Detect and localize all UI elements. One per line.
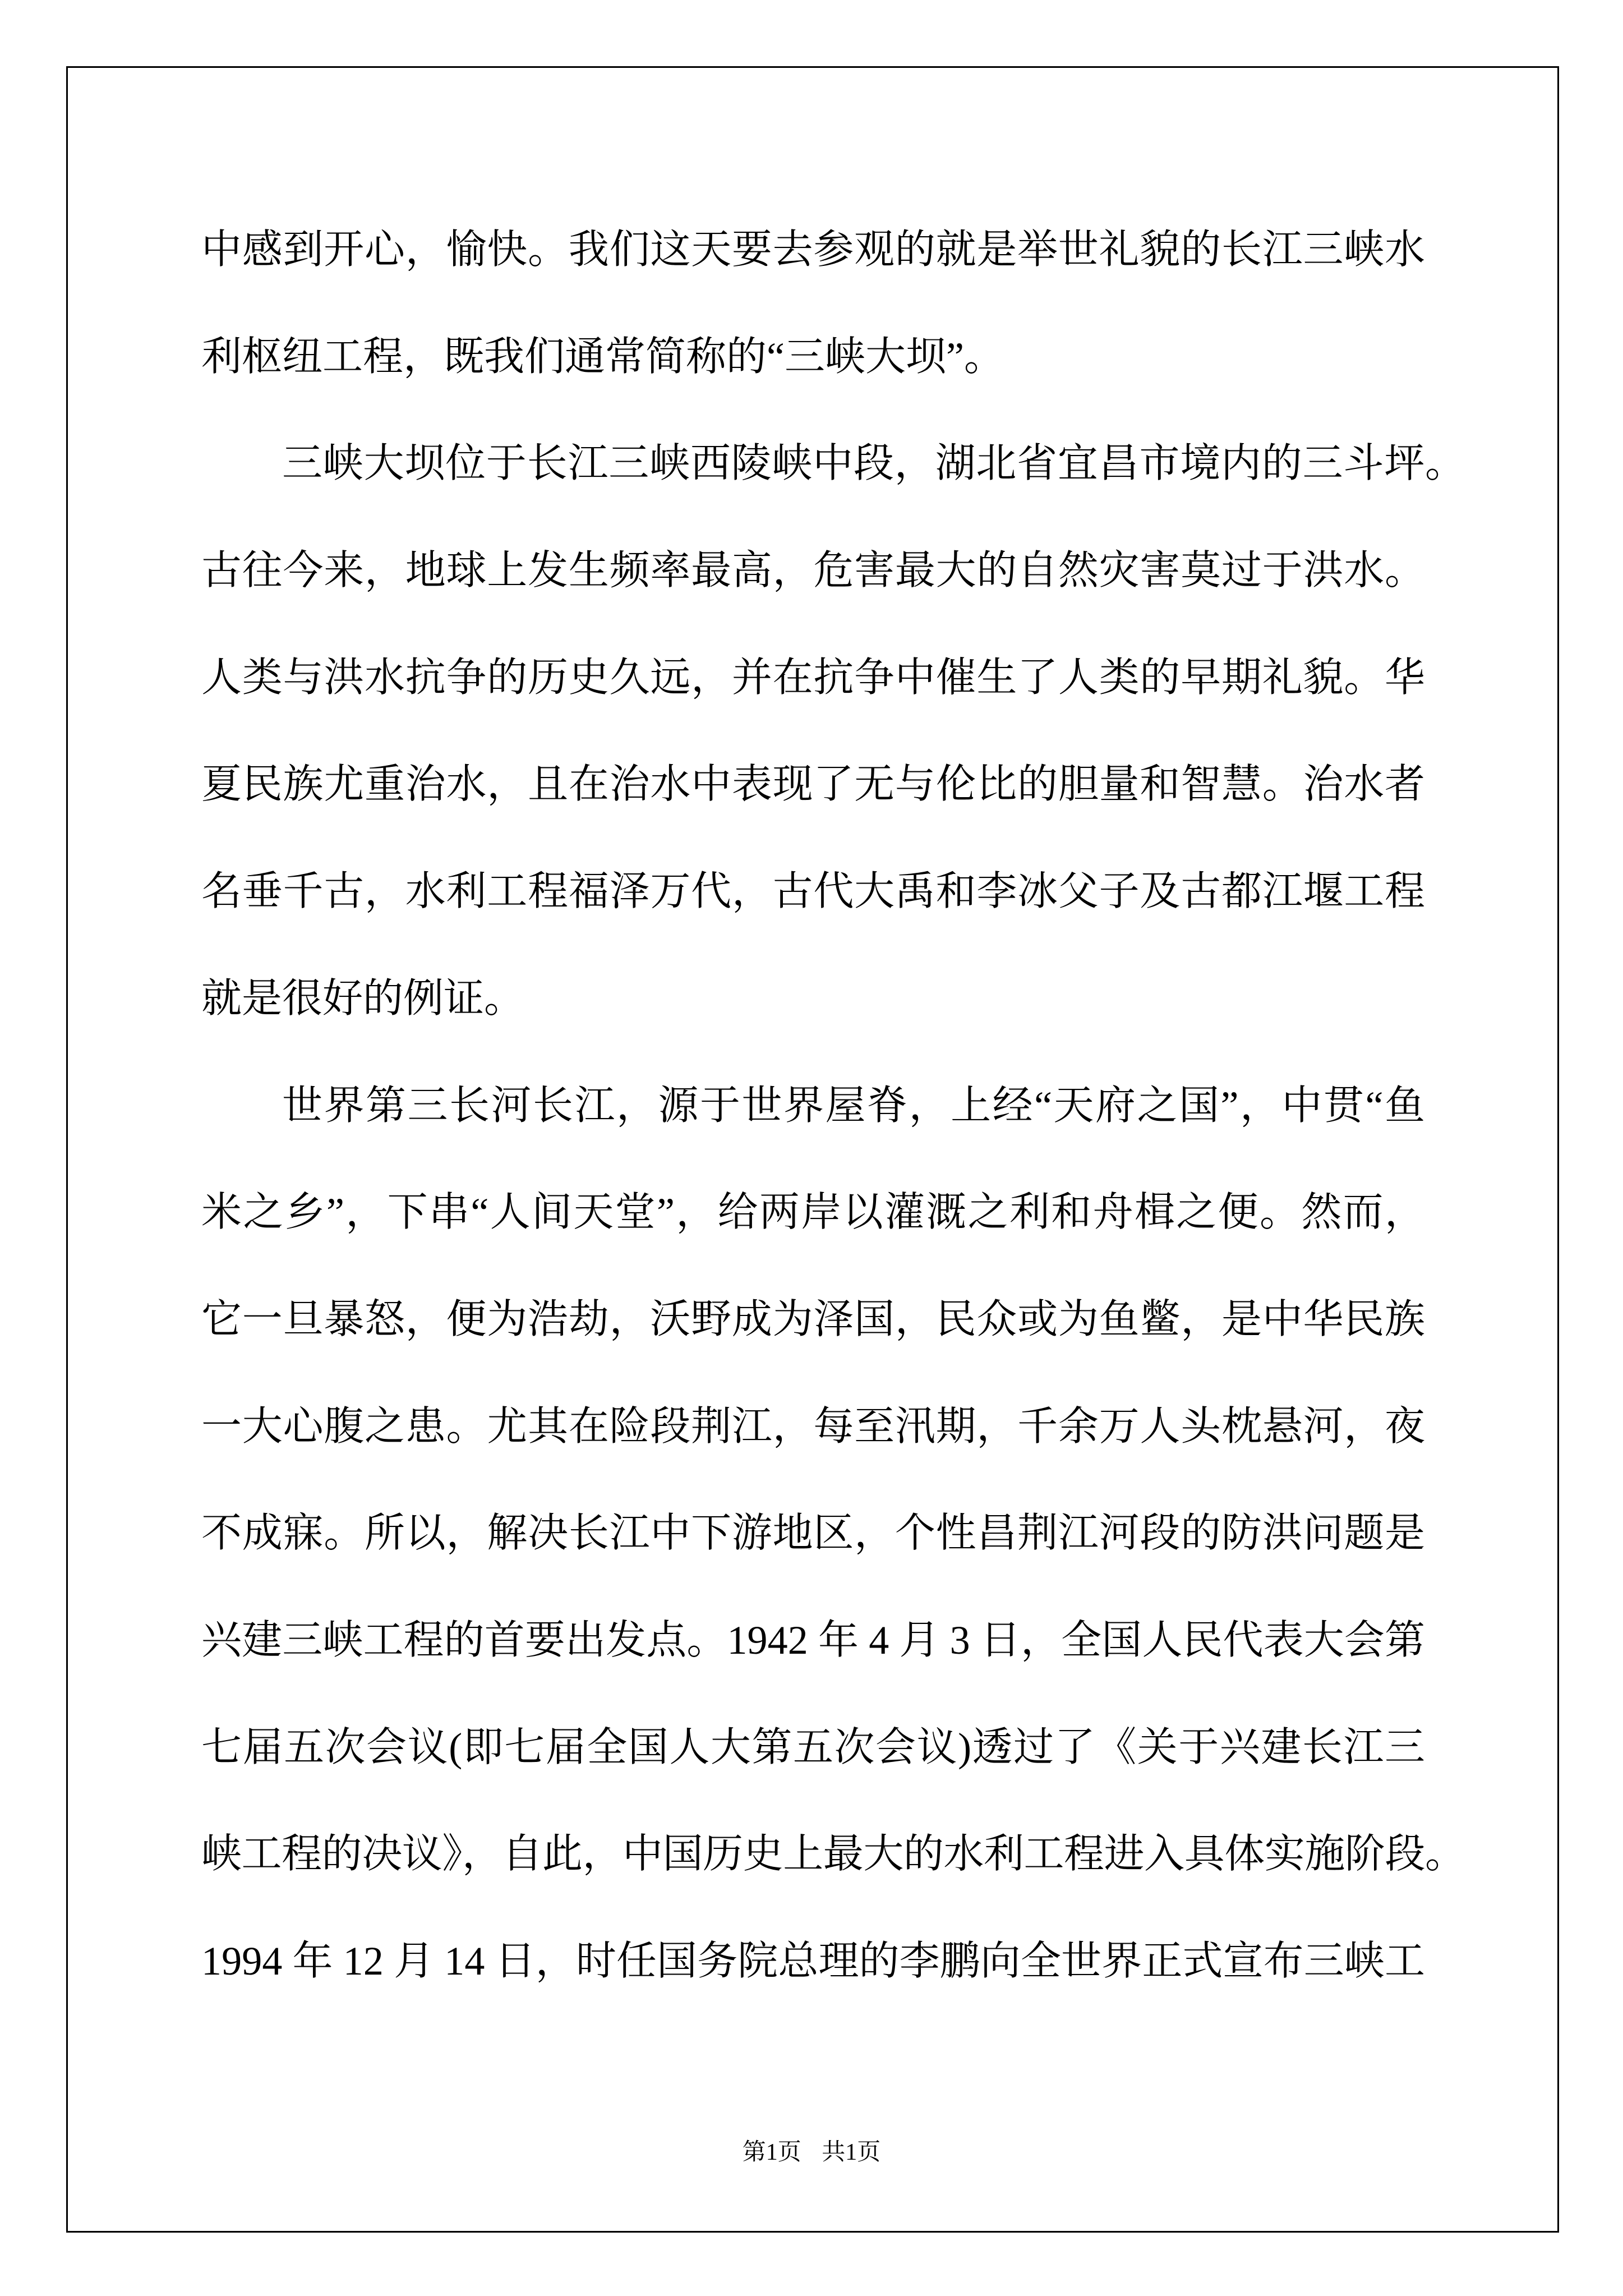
text-line: 夏民族尤重治水，且在治水中表现了无与伦比的胆量和智慧。治水者 bbox=[201, 762, 1426, 807]
body-text bbox=[201, 196, 1466, 2015]
text-line: 一大心腹之患。尤其在险段荆江，每至汛期，千余万人头枕悬河，夜 bbox=[201, 1404, 1426, 1449]
text-line: 名垂千古，水利工程福泽万代，古代大禹和李冰父子及古都江堰工程 bbox=[201, 869, 1426, 914]
text-line: 就是很好的例证。 bbox=[201, 976, 525, 1021]
text-line: 三峡大坝位于长江三峡西陵峡中段，湖北省宜昌市境内的三斗坪。 bbox=[282, 441, 1466, 486]
paragraph bbox=[201, 410, 1466, 1052]
text-line: 七届五次会议(即七届全国人大第五次会议)透过了《关于兴建长江三 bbox=[201, 1724, 1426, 1770]
text-line: 它一旦暴怒，便为浩劫，沃野成为泽国，民众或为鱼鳖，是中华民族 bbox=[201, 1296, 1426, 1342]
text-line: 峡工程的决议》，自此，中国历史上最大的水利工程进入具体实施阶段。 bbox=[201, 1832, 1465, 1877]
paragraph bbox=[201, 1052, 1465, 2015]
text-line: 世界第三长河长江，源于世界屋脊，上经“天府之国”，中贯“鱼 bbox=[282, 1083, 1427, 1128]
text-line: 1994 年 12 月 14 日，时任国务院总理的李鹏向全世界正式宣布三峡工 bbox=[201, 1939, 1426, 1984]
text-line: 古往今来，地球上发生频率最高，危害最大的自然灾害莫过于洪水。 bbox=[201, 548, 1426, 593]
text-line: 利枢纽工程，既我们通常简称的“三峡大坝”。 bbox=[201, 334, 1004, 379]
paragraph bbox=[201, 196, 1425, 410]
text-line: 中感到开心，愉快。我们这天要去参观的就是举世礼貌的长江三峡水 bbox=[201, 227, 1426, 272]
text-line: 兴建三峡工程的首要出发点。1942 年 4 月 3 日，全国人民代表大会第 bbox=[201, 1617, 1426, 1663]
text-line: 不成寐。所以，解决长江中下游地区，个性昌荆江河段的防洪问题是 bbox=[201, 1511, 1426, 1556]
text-line: 人类与洪水抗争的历史久远，并在抗争中催生了人类的早期礼貌。华 bbox=[201, 655, 1426, 700]
page-footer: 第1页 共1页 bbox=[742, 2139, 881, 2165]
text-line: 米之乡”，下串“人间天堂”，给两岸以灌溉之利和舟楫之便。然而， bbox=[201, 1190, 1427, 1235]
